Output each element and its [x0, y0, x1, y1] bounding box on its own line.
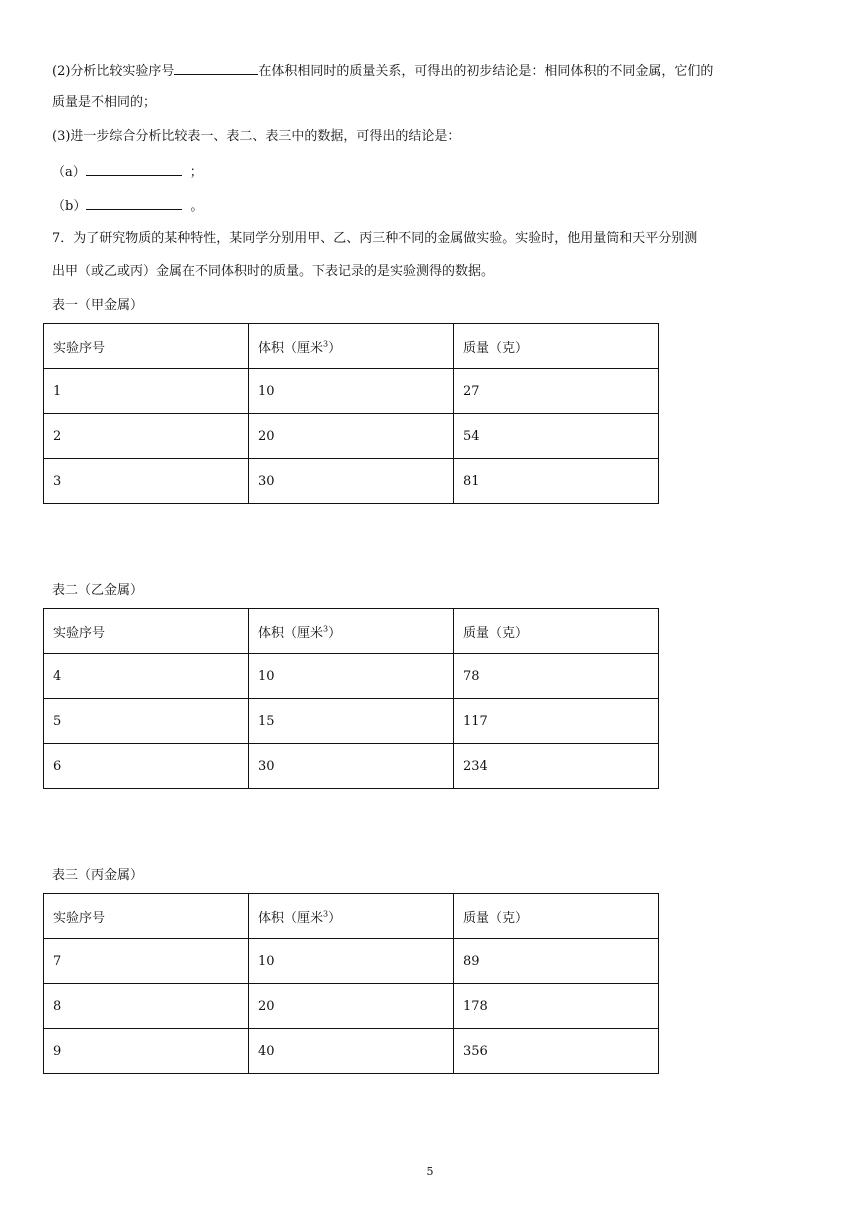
header-volume: 体积（厘米$^3$） — [249, 324, 454, 369]
cell-volume: 30 — [249, 459, 454, 504]
cell-volume: 10 — [249, 939, 454, 984]
table-3 — [43, 893, 659, 1074]
q6-answer-b-blank — [86, 195, 182, 210]
table-row — [44, 1029, 659, 1074]
cell-no: 1 — [44, 369, 249, 414]
table-row — [44, 369, 659, 414]
header-experiment-no: 实验序号 — [44, 609, 249, 654]
cell-mass: 78 — [454, 654, 659, 699]
cell-no: 3 — [44, 459, 249, 504]
cell-volume: 40 — [249, 1029, 454, 1074]
header-experiment-no: 实验序号 — [44, 324, 249, 369]
cell-volume: 20 — [249, 984, 454, 1029]
cell-no: 2 — [44, 414, 249, 459]
table-1-header-row — [44, 324, 659, 369]
table-3-caption: 表三（丙金属） — [52, 868, 144, 883]
table-row — [44, 939, 659, 984]
table-row — [44, 984, 659, 1029]
q6-answer-a-end: ； — [189, 165, 203, 180]
cell-no: 6 — [44, 744, 249, 789]
cell-mass: 356 — [454, 1029, 659, 1074]
q7-line-2: 出甲（或乙或丙）金属在不同体积时的质量。下表记录的是实验测得的数据。 — [52, 264, 495, 279]
table-row — [44, 414, 659, 459]
table-row — [44, 744, 659, 789]
table-1-caption: 表一（甲金属） — [52, 298, 144, 313]
q6-part2-text-end: 在体积相同时的质量关系，可得出的初步结论是：相同体积的不同金属，它们的 — [258, 64, 714, 79]
table-row — [44, 459, 659, 504]
cell-no: 9 — [44, 1029, 249, 1074]
cell-volume: 10 — [249, 654, 454, 699]
cell-volume: 10 — [249, 369, 454, 414]
q7-line-1: 7．为了研究物质的某种特性，某同学分别用甲、乙、丙三种不同的金属做实验。实验时，他用量筒和天平分别测 — [52, 231, 698, 246]
cell-mass: 89 — [454, 939, 659, 984]
header-mass: 质量（克） — [454, 609, 659, 654]
q6-answer-b-label: （b） — [52, 199, 87, 214]
header-mass: 质量（克） — [454, 324, 659, 369]
q6-answer-b — [52, 195, 203, 217]
cell-mass: 117 — [454, 699, 659, 744]
q6-part2-blank — [174, 60, 258, 75]
cell-no: 8 — [44, 984, 249, 1029]
q6-answer-a-blank — [86, 161, 182, 176]
cell-mass: 27 — [454, 369, 659, 414]
q6-part2-line — [52, 60, 713, 82]
cell-no: 4 — [44, 654, 249, 699]
cell-volume: 30 — [249, 744, 454, 789]
q6-answer-b-end: 。 — [190, 199, 204, 214]
table-2-caption: 表二（乙金属） — [52, 583, 144, 598]
table-2-header-row — [44, 609, 659, 654]
q6-answer-a — [52, 161, 203, 183]
q6-part2-continuation: 质量是不相同的； — [52, 95, 157, 110]
cell-mass: 81 — [454, 459, 659, 504]
q6-answer-a-label: （a） — [52, 165, 86, 180]
header-experiment-no: 实验序号 — [44, 894, 249, 939]
cell-no: 5 — [44, 699, 249, 744]
table-3-header-row — [44, 894, 659, 939]
cell-mass: 234 — [454, 744, 659, 789]
header-volume: 体积（厘米$^3$） — [249, 894, 454, 939]
header-mass: 质量（克） — [454, 894, 659, 939]
header-volume: 体积（厘米$^3$） — [249, 609, 454, 654]
table-row — [44, 699, 659, 744]
cell-mass: 54 — [454, 414, 659, 459]
table-1 — [43, 323, 659, 504]
page-number: 5 — [426, 1165, 434, 1178]
cell-volume: 20 — [249, 414, 454, 459]
table-row — [44, 654, 659, 699]
q6-part3-line: (3)进一步综合分析比较表一、表二、表三中的数据，可得出的结论是： — [52, 129, 461, 144]
cell-mass: 178 — [454, 984, 659, 1029]
q6-part2-text-start: (2)分析比较实验序号 — [52, 64, 175, 79]
table-2 — [43, 608, 659, 789]
cell-volume: 15 — [249, 699, 454, 744]
cell-no: 7 — [44, 939, 249, 984]
